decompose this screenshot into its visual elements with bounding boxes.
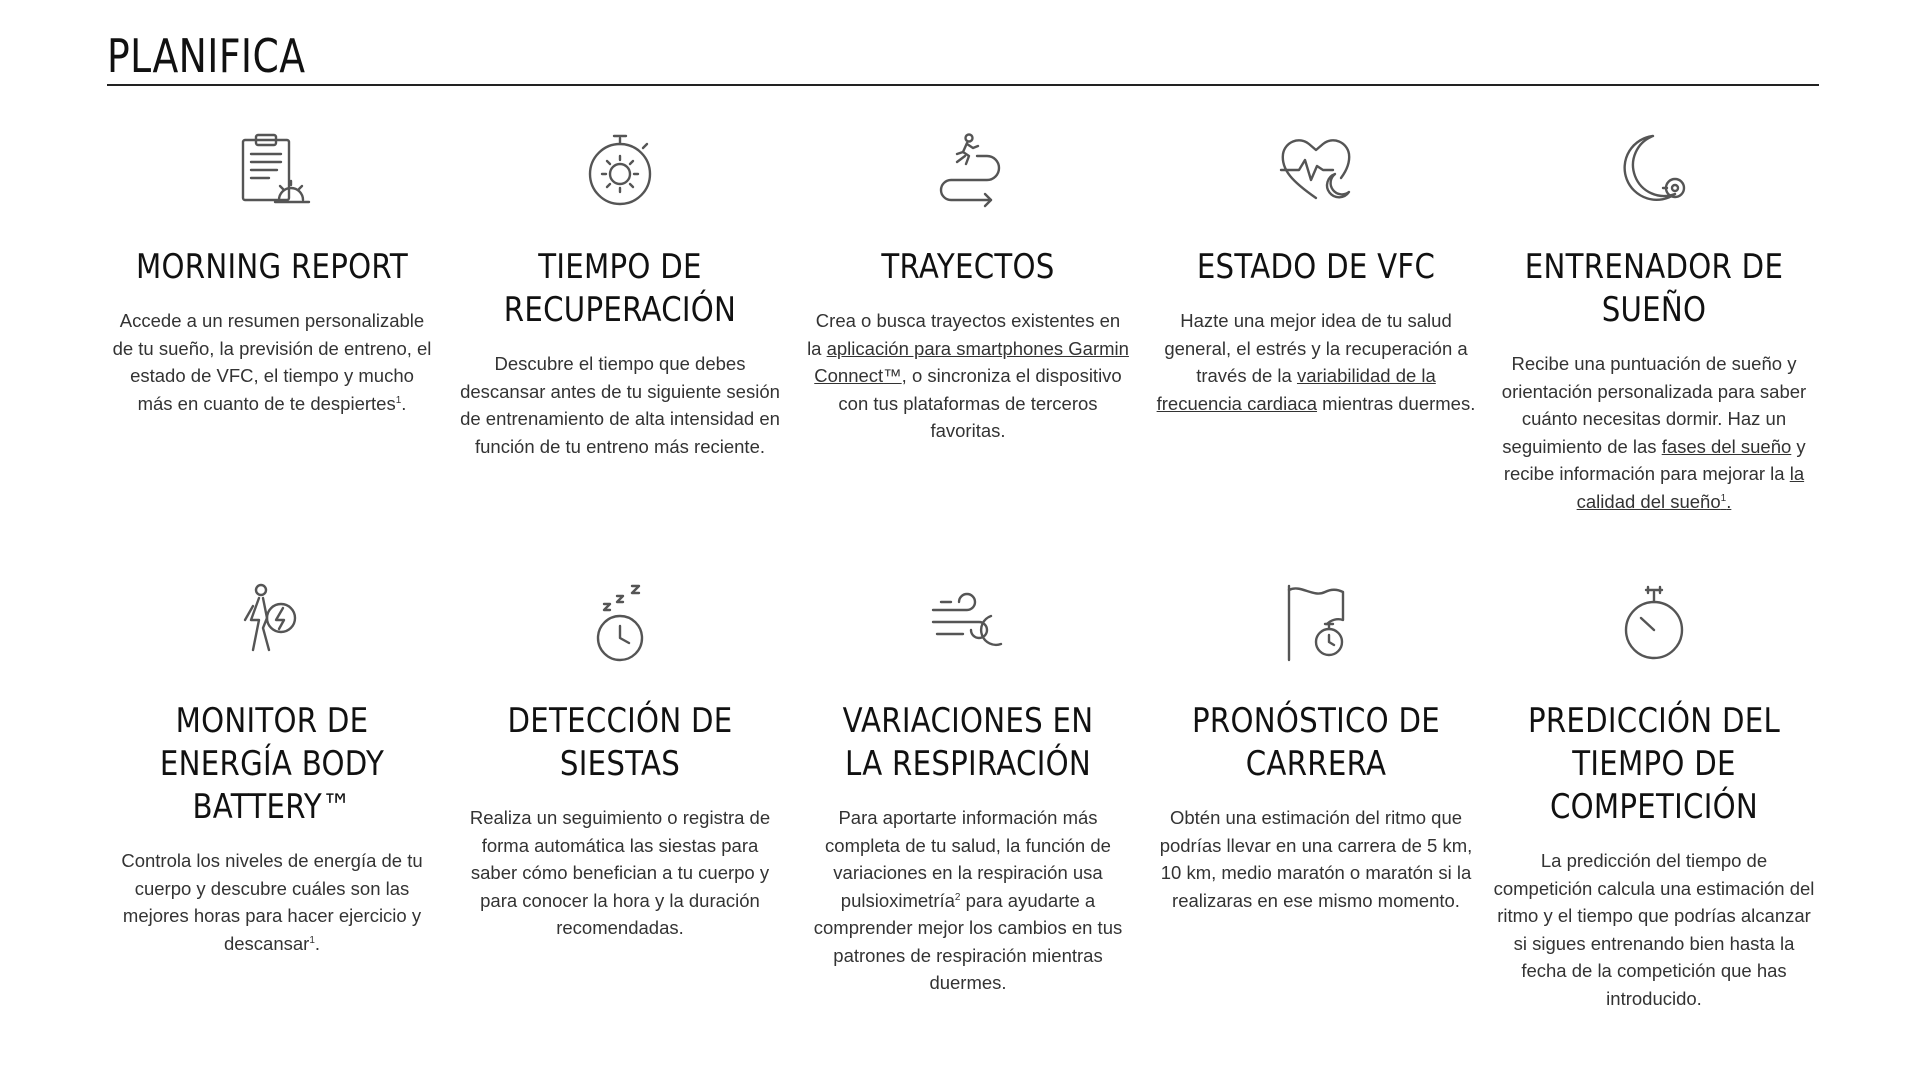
clock-sleep-icon (577, 580, 663, 666)
card-title: PREDICCIÓN DEL TIEMPO DE COMPETICIÓN (1527, 701, 1781, 827)
card-description: Descubre el tiempo que debes descansar antes de tu siguiente sesión de entrenamiento de alta intensidad en función de tu entreno más reciente. (460, 353, 780, 457)
card-description: Hazte una mejor idea de tu salud general, el estrés y la recuperación a través de la variabilidad de la frecuencia cardiaca mientras duermes. (1156, 310, 1476, 414)
person-energy-icon (229, 580, 315, 666)
feature-card-body-battery (107, 580, 437, 957)
heart-rate-variability-link[interactable]: variabilidad de la frecuencia cardiaca (1156, 365, 1436, 414)
card-description: Para aportarte información más completa de tu salud, la función de variaciones en la respiración usa pulsioximetría$^2$ para ayudarte a comprender mejor los cambios en tus patrones de respiración mientras duermes. (813, 807, 1123, 993)
section-header (107, 28, 1819, 86)
feature-card-courses (803, 126, 1133, 445)
stopwatch-sun-icon (577, 126, 663, 212)
card-description: Controla los niveles de energía de tu cuerpo y descubre cuáles son las mejores horas para hacer ejercicio y descansar$^1$. (121, 850, 423, 954)
page (107, 0, 1819, 1080)
feature-card-race-forecast (1151, 580, 1481, 914)
card-description: Recibe una puntuación de sueño y orientación personalizada para saber cuánto necesitas dormir. Haz un seguimiento de las fases del sueño y recibe información para mejorar la la calidad del sueño$^1$. (1501, 353, 1807, 512)
card-title: ENTRENADOR DE SUEÑO (1524, 247, 1784, 330)
flag-stopwatch-icon (1273, 580, 1359, 666)
card-title: DETECCIÓN DE SIESTAS (507, 701, 733, 784)
card-description: Crea o busca trayectos existentes en la aplicación para smartphones Garmin Connect™, o sincroniza el dispositivo con tus plataformas de terceros favoritas. (807, 310, 1129, 441)
card-description: Accede a un resumen personalizable de tu sueño, la previsión de entreno, el estado de VFC, el tiempo y mucho más en cuanto de te despiertes$^1$. (112, 310, 432, 414)
feature-card-race-time-prediction (1489, 580, 1819, 1012)
moon-whistle-icon (1611, 126, 1697, 212)
card-title: MONITOR DE ENERGÍA BODY BATTERY™ (159, 701, 385, 827)
card-title: MORNING REPORT (135, 247, 408, 287)
clipboard-report-icon (229, 126, 315, 212)
feature-card-hrv-status (1151, 126, 1481, 417)
feature-card-breathing-variations (803, 580, 1133, 997)
card-title: TRAYECTOS (881, 247, 1055, 287)
card-title: TIEMPO DE RECUPERACIÓN (503, 247, 737, 330)
stopwatch-icon (1611, 580, 1697, 666)
feature-card-recovery-time (455, 126, 785, 460)
feature-card-nap-detection (455, 580, 785, 942)
card-description: La predicción del tiempo de competición calcula una estimación del ritmo y el tiempo que podrías alcanzar si sigues entrenando bien hasta la fecha de la competición que has introducido. (1493, 850, 1815, 1009)
card-title: ESTADO DE VFC (1196, 247, 1436, 287)
card-description: Realiza un seguimiento o registra de forma automática las siestas para saber cómo benefician a tu cuerpo y para conocer la hora y la duración recomendadas. (469, 807, 771, 938)
card-title: PRONÓSTICO DE CARRERA (1192, 701, 1440, 784)
feature-card-morning-report (107, 126, 437, 417)
route-runner-icon (925, 126, 1011, 212)
heart-rate-moon-icon (1273, 126, 1359, 212)
wind-moon-icon (925, 580, 1011, 666)
feature-card-sleep-coach (1489, 126, 1819, 515)
sleep-stages-link[interactable]: fases del sueño (1661, 435, 1792, 457)
garmin-connect-app-link[interactable]: aplicación para smartphones Garmin Connect™ (814, 337, 1129, 386)
card-title: VARIACIONES EN LA RESPIRACIÓN (842, 701, 1094, 784)
section-title: PLANIFICA (107, 29, 306, 83)
sleep-quality-link[interactable]: la calidad del sueño$^1$. (1576, 463, 1805, 512)
card-description: Obtén una estimación del ritmo que podrías llevar en una carrera de 5 km, 10 km, medio maratón o maratón si la realizaras en ese mismo momento. (1159, 807, 1473, 911)
